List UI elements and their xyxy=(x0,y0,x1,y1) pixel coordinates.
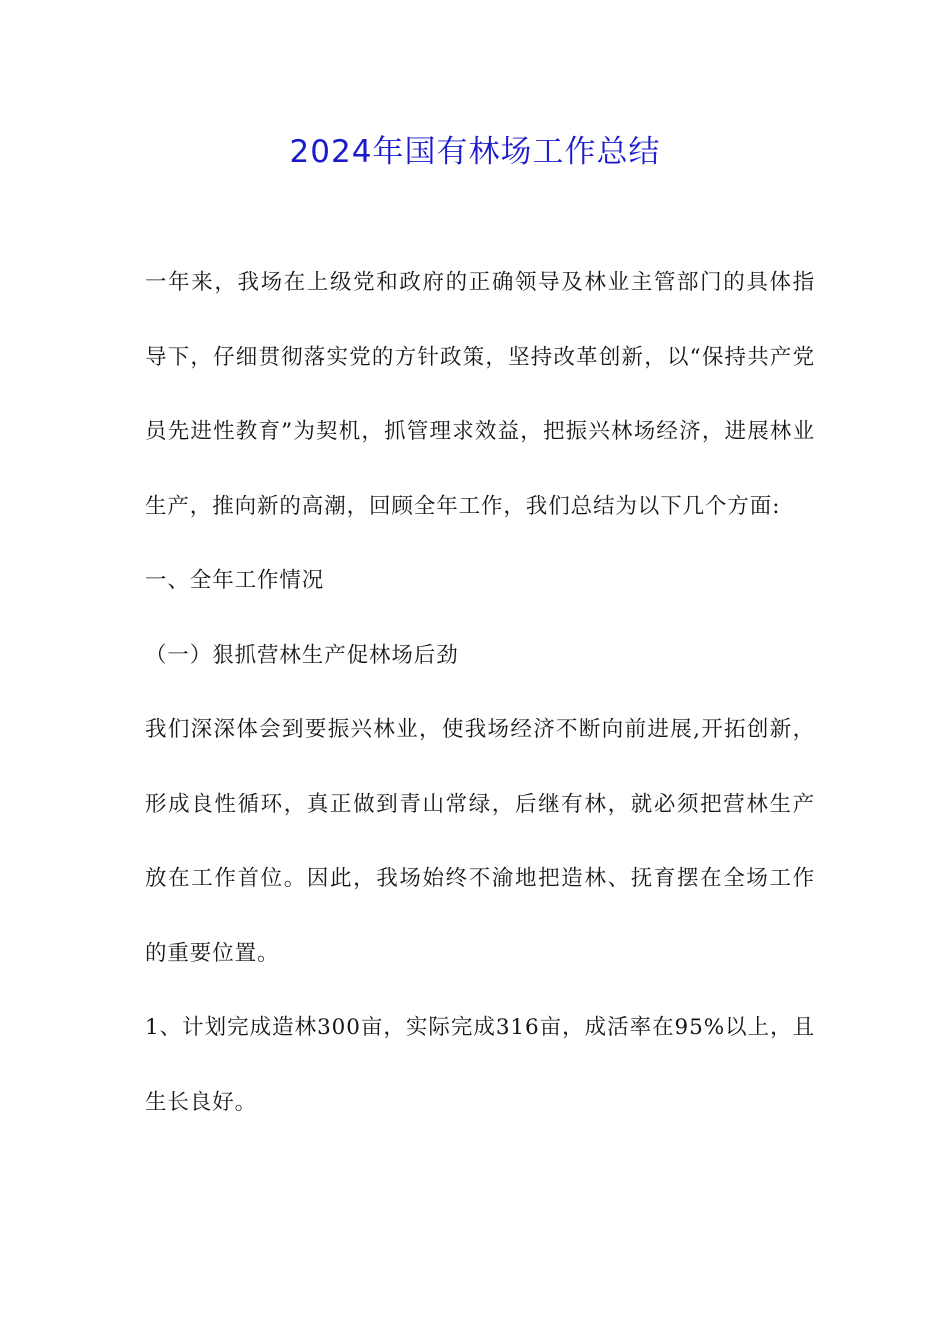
subsection-heading: （一）狠抓营林生产促林场后劲 xyxy=(145,642,459,668)
paragraph-item-1: 1、计划完成造林300亩，实际完成316亩，成活率在95%以上，且生长良好。 xyxy=(145,1015,815,1115)
document-body xyxy=(145,246,815,1140)
paragraph-intro: 一年来，我场在上级党和政府的正确领导及林业主管部门的具体指导下，仔细贯彻落实党的方针政策，坚持改革创新，以“保持共产党员先进性教育”为契机，抓管理求效益，把振兴林场经济，进展林业生产，推向新的高潮，回顾全年工作，我们总结为以下几个方面: xyxy=(145,270,815,519)
section-heading: 一、全年工作情况 xyxy=(145,568,325,593)
document-title: 2024年国有林场工作总结 xyxy=(289,134,661,170)
paragraph-forestry: 我们深深体会到要振兴林业，使我场经济不断向前进展,开拓创新，形成良性循环，真正做到青山常绿，后继有林，就必须把营林生产放在工作首位。因此，我场始终不渝地把造林、抚育摆在全场工作的重要位置。 xyxy=(145,717,815,966)
